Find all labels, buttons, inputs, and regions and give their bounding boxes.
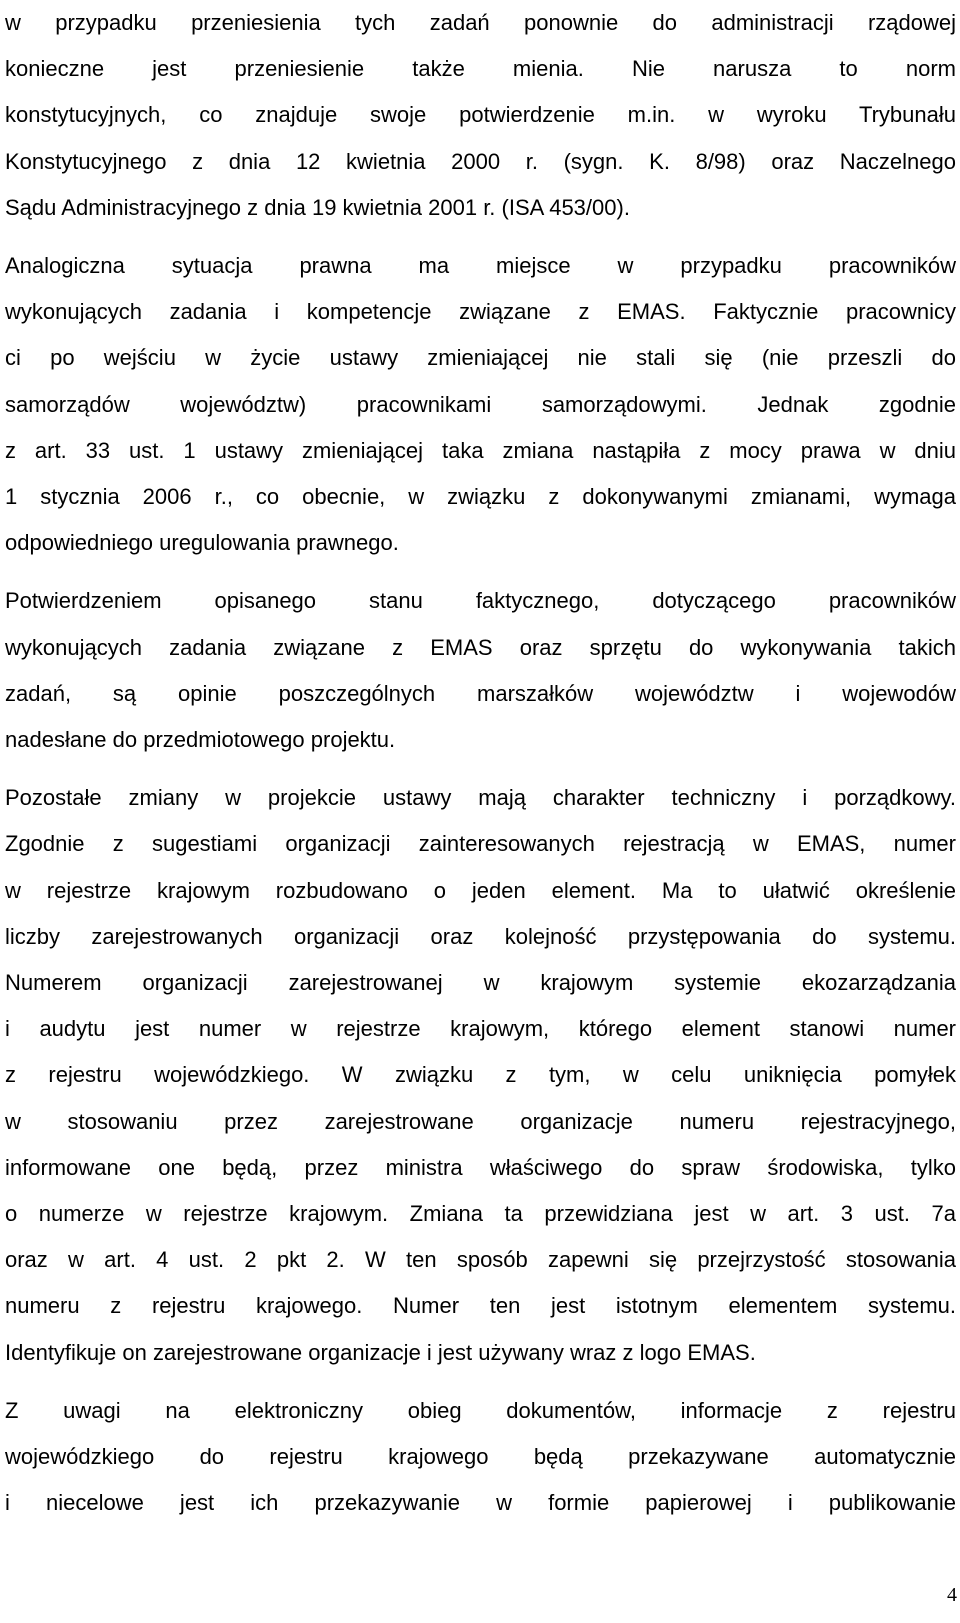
- text-line: Z uwagi na elektroniczny obieg dokumentów, informacje z rejestru: [5, 1397, 956, 1423]
- text-line: Zgodnie z sugestiami organizacji zainteresowanych rejestracją w EMAS, numer: [5, 831, 956, 857]
- text-line: wykonujących zadania i kompetencje związane z EMAS. Faktycznie pracownicy: [5, 299, 956, 325]
- text-line: w przypadku przeniesienia tych zadań ponownie do administracji rządowej: [5, 10, 956, 35]
- text-line: Potwierdzeniem opisanego stanu faktycznego, dotyczącego pracowników: [5, 588, 956, 614]
- text-line: informowane one będą, przez ministra właściwego do spraw środowiska, tylko: [5, 1154, 956, 1180]
- text-line: Pozostałe zmiany w projekcie ustawy mają charakter techniczny i porządkowy.: [5, 785, 956, 811]
- paragraph-5: [5, 1388, 956, 1527]
- text-line: zadań, są opinie poszczególnych marszałków województw i wojewodów: [5, 680, 956, 706]
- text-line: Konstytucyjnego z dnia 12 kwietnia 2000 r. (sygn. K. 8/98) oraz Naczelnego: [5, 148, 956, 174]
- text-line: konieczne jest przeniesienie także mienia. Nie narusza to norm: [5, 56, 956, 82]
- text-line: w rejestrze krajowym rozbudowano o jeden element. Ma to ułatwić określenie: [5, 877, 956, 903]
- text-line: Sądu Administracyjnego z dnia 19 kwietnia 2001 r. (ISA 453/00).: [5, 194, 630, 220]
- paragraph-2: [5, 243, 956, 566]
- paragraph-4: [5, 775, 956, 1376]
- text-line: wojewódzkiego do rejestru krajowego będą przekazywane automatycznie: [5, 1444, 956, 1470]
- text-line: oraz w art. 4 ust. 2 pkt 2. W ten sposób zapewni się przejrzystość stosowania: [5, 1247, 956, 1273]
- text-line: z rejestru wojewódzkiego. W związku z tym, w celu uniknięcia pomyłek: [5, 1062, 956, 1088]
- page-number: 4: [947, 1584, 957, 1606]
- text-line: w stosowaniu przez zarejestrowane organizacje numeru rejestracyjnego,: [5, 1108, 956, 1134]
- text-line: Identyfikuje on zarejestrowane organizacje i jest używany wraz z logo EMAS.: [5, 1339, 756, 1365]
- text-line: ci po wejściu w życie ustawy zmieniającej nie stali się (nie przeszli do: [5, 345, 956, 371]
- text-line: nadesłane do przedmiotowego projektu.: [5, 727, 396, 753]
- text-line: z art. 33 ust. 1 ustawy zmieniającej taka zmiana nastąpiła z mocy prawa w dniu: [5, 437, 956, 463]
- paragraph-1: [5, 0, 956, 231]
- text-line: i niecelowe jest ich przekazywanie w formie papierowej i publikowanie: [5, 1490, 956, 1516]
- document-body: [5, 0, 956, 1527]
- text-line: liczby zarejestrowanych organizacji oraz kolejność przystępowania do systemu.: [5, 923, 956, 949]
- text-line: samorządów województw) pracownikami samorządowymi. Jednak zgodnie: [5, 391, 956, 417]
- text-line: o numerze w rejestrze krajowym. Zmiana ta przewidziana jest w art. 3 ust. 7a: [5, 1201, 956, 1227]
- text-line: Analogiczna sytuacja prawna ma miejsce w przypadku pracowników: [5, 253, 956, 279]
- text-line: konstytucyjnych, co znajduje swoje potwierdzenie m.in. w wyroku Trybunału: [5, 102, 956, 128]
- text-line: Numerem organizacji zarejestrowanej w krajowym systemie ekozarządzania: [5, 970, 956, 996]
- text-line: 1 stycznia 2006 r., co obecnie, w związku z dokonywanymi zmianami, wymaga: [5, 484, 956, 510]
- text-line: i audytu jest numer w rejestrze krajowym, którego element stanowi numer: [5, 1016, 956, 1042]
- text-line: odpowiedniego uregulowania prawnego.: [5, 530, 399, 556]
- text-line: wykonujących zadania związane z EMAS oraz sprzętu do wykonywania takich: [5, 634, 956, 660]
- text-line: numeru z rejestru krajowego. Numer ten jest istotnym elementem systemu.: [5, 1293, 956, 1319]
- paragraph-3: [5, 578, 956, 763]
